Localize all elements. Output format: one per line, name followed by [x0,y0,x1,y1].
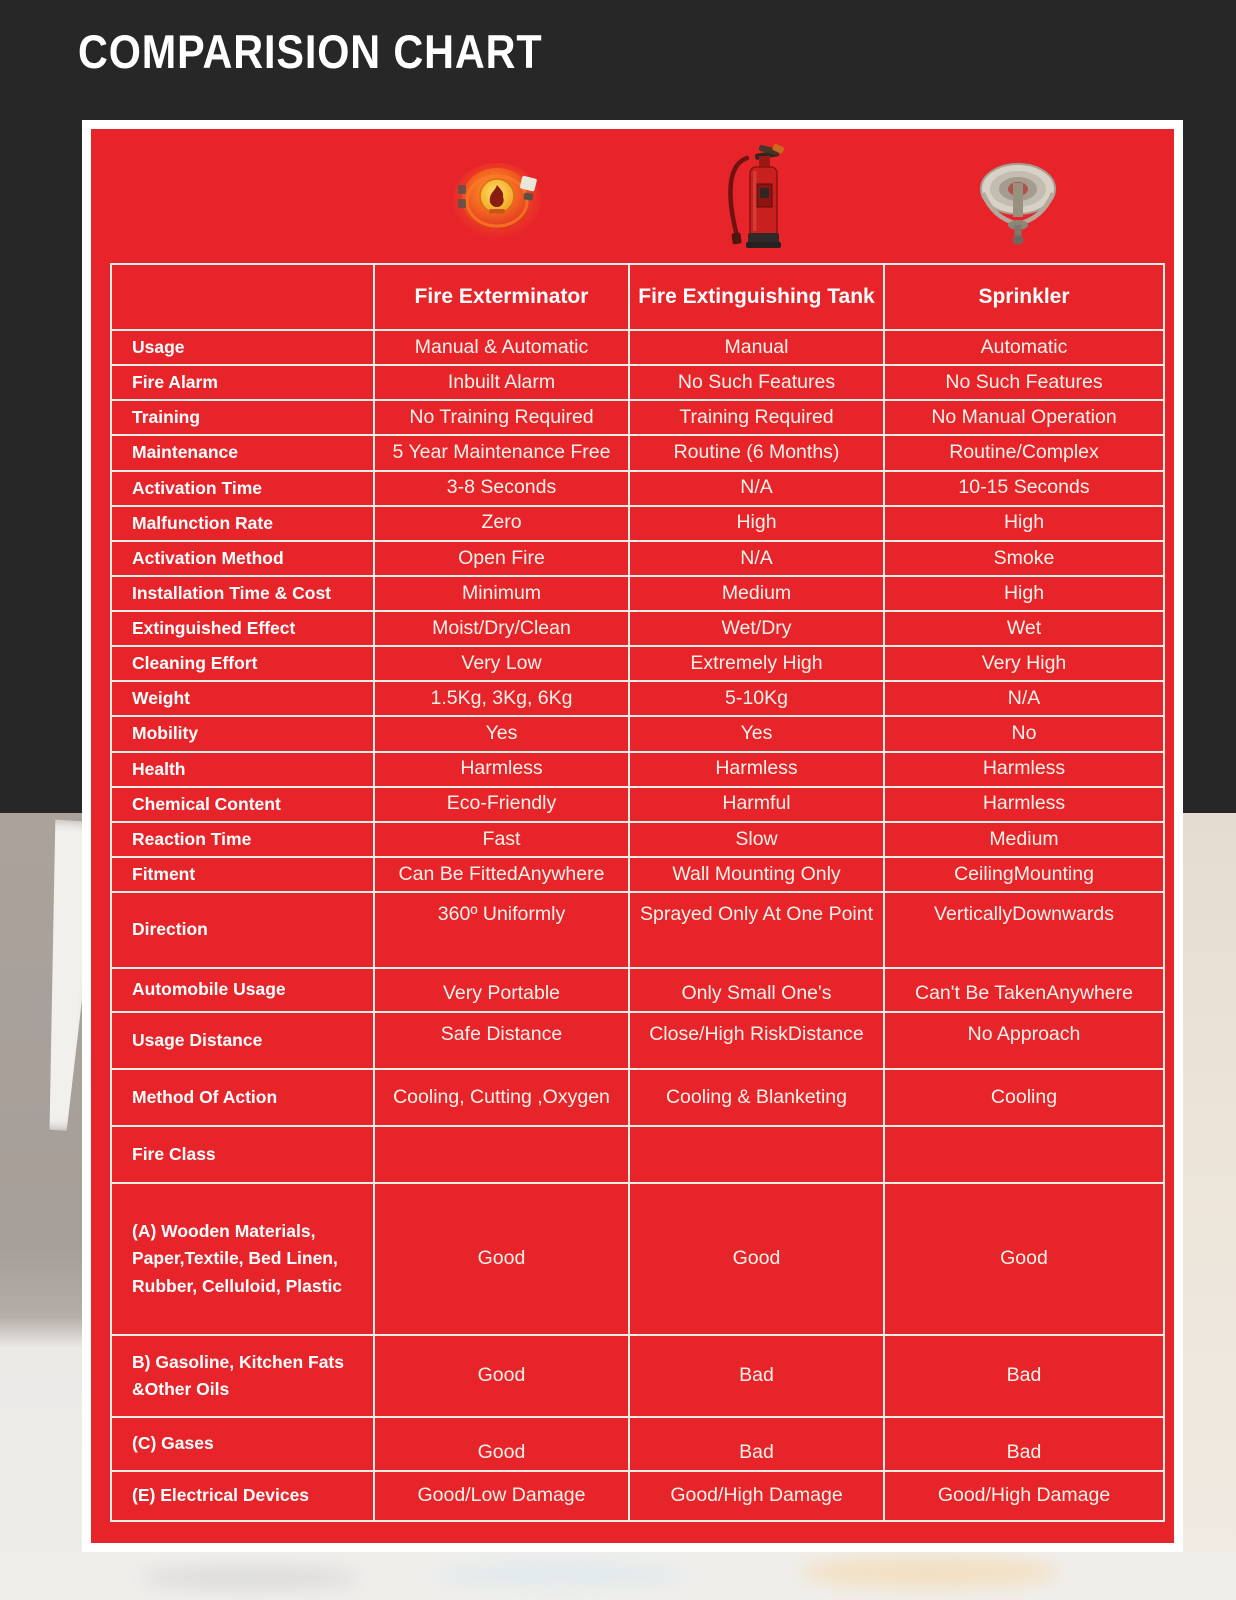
row-value: N/A [629,541,884,576]
row-label: Reaction Time [111,822,374,857]
row-value: Routine/Complex [884,435,1164,470]
row-value: Bad [884,1417,1164,1471]
column-header-fire-exterminator: Fire Exterminator [374,264,629,330]
row-value: Fast [374,822,629,857]
fire-extinguisher-tank-icon [715,143,789,258]
row-value: Can't Be TakenAnywhere [884,968,1164,1012]
row-value: Medium [629,576,884,611]
row-label: B) Gasoline, Kitchen Fats &Other Oils [111,1335,374,1417]
row-value [374,1126,629,1183]
row-value: No Such Features [884,365,1164,400]
row-value: 5 Year Maintenance Free [374,435,629,470]
row-value: No Such Features [629,365,884,400]
row-value: Good/High Damage [884,1471,1164,1521]
table-row [111,646,1164,681]
photo-smudge [430,1562,690,1588]
table-row [111,787,1164,822]
row-value: High [629,506,884,541]
row-label: Method Of Action [111,1069,374,1126]
row-value: Manual & Automatic [374,330,629,365]
row-value: 5-10Kg [629,681,884,716]
row-label: Training [111,400,374,435]
table-row [111,576,1164,611]
table-row [111,968,1164,1012]
photo-smudge [140,1566,360,1590]
row-value: Bad [629,1335,884,1417]
row-label: Cleaning Effort [111,646,374,681]
row-label: Usage Distance [111,1012,374,1069]
table-row [111,857,1164,892]
row-label: Malfunction Rate [111,506,374,541]
row-value: Minimum [374,576,629,611]
row-value: No Manual Operation [884,400,1164,435]
row-label: Fire Class [111,1126,374,1183]
row-value: Good [374,1335,629,1417]
row-value: Zero [374,506,629,541]
table-row [111,365,1164,400]
row-value [884,1126,1164,1183]
table-row [111,611,1164,646]
row-value: CeilingMounting [884,857,1164,892]
row-label: Activation Time [111,471,374,506]
table-row [111,752,1164,787]
row-value: Close/High RiskDistance [629,1012,884,1069]
row-value: High [884,576,1164,611]
header-row [111,264,1164,330]
row-value: 360º Uniformly [374,892,629,968]
row-value: Wet [884,611,1164,646]
row-value: Very Low [374,646,629,681]
row-value: Inbuilt Alarm [374,365,629,400]
sprinkler-head-icon [975,155,1061,252]
row-value: Manual [629,330,884,365]
row-value: Good/Low Damage [374,1471,629,1521]
row-value: No Approach [884,1012,1164,1069]
row-value: Good [374,1183,629,1335]
row-label: Fire Alarm [111,365,374,400]
table-row [111,892,1164,968]
row-label: Fitment [111,857,374,892]
row-value: Very High [884,646,1164,681]
table-row [111,330,1164,365]
row-label: Automobile Usage [111,968,374,1012]
row-value: Bad [629,1417,884,1471]
row-value: Bad [884,1335,1164,1417]
row-value: Harmful [629,787,884,822]
row-value: Good [884,1183,1164,1335]
background-photo-bottom [0,1552,1236,1600]
row-label: Health [111,752,374,787]
row-label: Mobility [111,716,374,751]
row-value: Cooling, Cutting ,Oxygen [374,1069,629,1126]
row-value: Harmless [884,752,1164,787]
row-value: Eco-Friendly [374,787,629,822]
table-row [111,1183,1164,1335]
row-value: No Training Required [374,400,629,435]
table-row [111,1126,1164,1183]
row-value: Only Small One's [629,968,884,1012]
row-label: Direction [111,892,374,968]
table-row [111,400,1164,435]
row-value: Automatic [884,330,1164,365]
corner-cell [111,264,374,330]
table-row [111,1012,1164,1069]
row-label: Maintenance [111,435,374,470]
page-title: COMPARISION CHART [78,25,543,78]
table-row [111,681,1164,716]
row-label: Usage [111,330,374,365]
table-row [111,506,1164,541]
table-row [111,1069,1164,1126]
row-value: Safe Distance [374,1012,629,1069]
table-row [111,541,1164,576]
row-label: (C) Gases [111,1417,374,1471]
row-value: Good [629,1183,884,1335]
row-value: Sprayed Only At One Point [629,892,884,968]
row-value: Open Fire [374,541,629,576]
row-value: Very Portable [374,968,629,1012]
row-label: (A) Wooden Materials, Paper,Textile, Bed Linen, Rubber, Celluloid, Plastic [111,1183,374,1335]
table-row [111,435,1164,470]
photo-smudge [800,1556,1060,1588]
row-value: N/A [629,471,884,506]
table-row [111,1335,1164,1417]
row-value: 1.5Kg, 3Kg, 6Kg [374,681,629,716]
comparison-table [110,263,1165,1522]
row-value: Can Be FittedAnywhere [374,857,629,892]
background-photo-right [1183,813,1236,1600]
row-value: 3-8 Seconds [374,471,629,506]
row-value: 10-15 Seconds [884,471,1164,506]
row-value: Good/High Damage [629,1471,884,1521]
row-value [629,1126,884,1183]
table-row [111,716,1164,751]
table-row [111,822,1164,857]
column-header-fire-extinguishing-tank: Fire Extinguishing Tank [629,264,884,330]
row-value: Wall Mounting Only [629,857,884,892]
row-value: Good [374,1417,629,1471]
row-value: Smoke [884,541,1164,576]
row-label: Activation Method [111,541,374,576]
comparison-table-body [111,330,1164,1521]
row-value: Moist/Dry/Clean [374,611,629,646]
row-label: Extinguished Effect [111,611,374,646]
row-value: Harmless [884,787,1164,822]
table-row [111,1471,1164,1521]
row-value: High [884,506,1164,541]
row-value: Medium [884,822,1164,857]
row-label: Installation Time & Cost [111,576,374,611]
row-value: Yes [629,716,884,751]
row-value: N/A [884,681,1164,716]
row-value: Slow [629,822,884,857]
row-value: No [884,716,1164,751]
row-value: Harmless [629,752,884,787]
row-value: Extremely High [629,646,884,681]
table-row [111,1417,1164,1471]
row-label: Weight [111,681,374,716]
row-value: Routine (6 Months) [629,435,884,470]
column-header-sprinkler: Sprinkler [884,264,1164,330]
row-value: Harmless [374,752,629,787]
row-value: VerticallyDownwards [884,892,1164,968]
row-label: (E) Electrical Devices [111,1471,374,1521]
table-row [111,471,1164,506]
row-value: Cooling & Blanketing [629,1069,884,1126]
row-value: Yes [374,716,629,751]
fire-exterminator-ball-icon [451,159,543,248]
row-value: Cooling [884,1069,1164,1126]
row-value: Wet/Dry [629,611,884,646]
comparison-panel [82,120,1183,1552]
row-value: Training Required [629,400,884,435]
row-label: Chemical Content [111,787,374,822]
